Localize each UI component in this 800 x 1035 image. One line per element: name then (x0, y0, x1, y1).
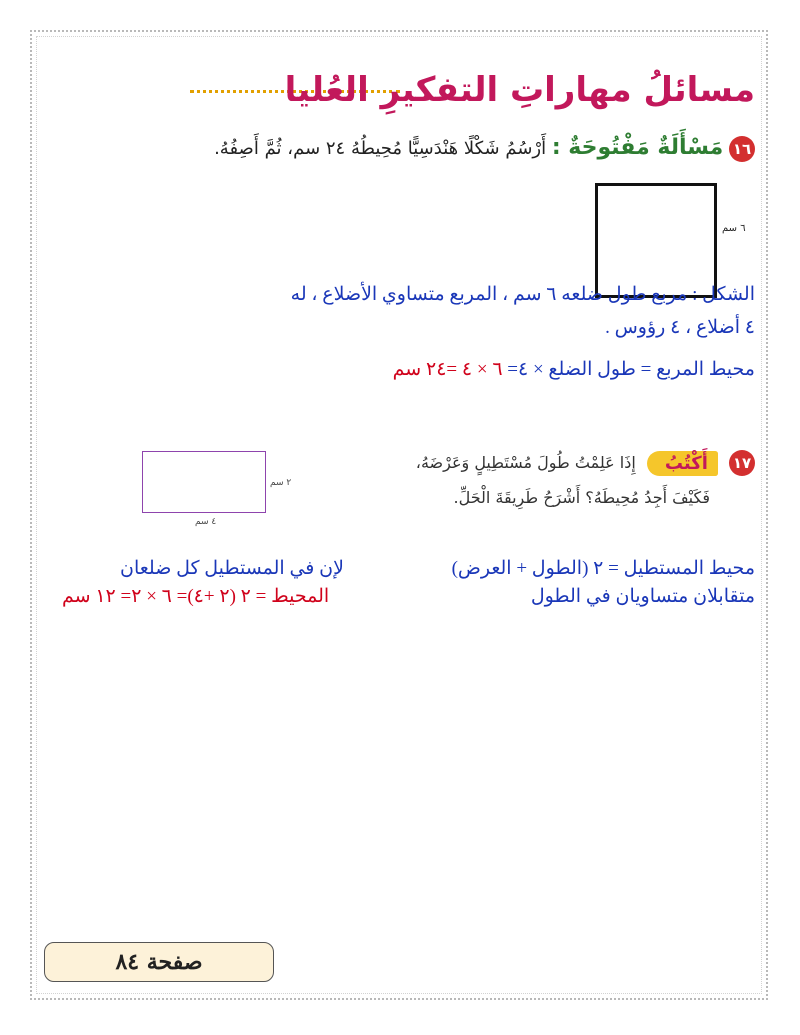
problem-number-badge: ١٦ (729, 136, 755, 162)
square-side-label: ٦ سم (722, 223, 746, 234)
shape-description-line2: ٤ أضلاع ، ٤ رؤوس . (605, 317, 755, 338)
write-badge: أَكْتُبُ (647, 451, 718, 476)
square-perimeter-answer (55, 358, 755, 381)
square-perimeter-calc: ٦ × ٤ =٢٤ سم (392, 359, 503, 380)
rectangle-bottom-label: ٤ سم (195, 517, 217, 527)
rectangle-reason-line2: متقابلان متساويان في الطول (530, 586, 755, 607)
rectangle-perimeter-calc: المحيط = ٢ (٢ +٤)= ٦ × ٢= ١٢ سم (62, 586, 330, 607)
shape-description-line1: الشكل : مربع طول ضلعه ٦ سم ، المربع متساوي الأضلاع ، له (290, 284, 755, 305)
problem-16-prompt: أَرْسُمُ شَكْلًا هَنْدَسِيًّا مُحِيطُهُ ٢٤ سم، ثُمَّ أَصِفُهُ. (214, 138, 547, 159)
section-title: مسائلُ مهاراتِ التفكيرِ العُليا (284, 70, 755, 110)
page-number-box: صفحة ٨٤ (44, 942, 274, 982)
square-perimeter-formula: محيط المربع = طول الضلع × ٤= (502, 359, 755, 380)
rectangle-side-label: ٢ سم (270, 478, 292, 488)
rectangle-reason-line1: لإن في المستطيل كل ضلعان (120, 558, 344, 579)
rectangle-perimeter-formula: محيط المستطيل = ٢ (الطول + العرض) (451, 558, 755, 579)
problem-16 (214, 135, 755, 162)
page-border-inner (36, 36, 762, 994)
problem-17-prompt-line2: فَكَيْفَ أَجِدُ مُحِيطَهُ؟ أَشْرَحُ طَرِيقَةَ الْحَلِّ. (453, 488, 710, 507)
problem-number-badge: ١٧ (729, 450, 755, 476)
square-drawing (595, 183, 717, 298)
open-problem-label: مَسْأَلَةٌ مَفْتُوحَةٌ : (551, 135, 724, 160)
problem-17 (335, 450, 755, 476)
problem-17-prompt-line1: إِذَا عَلِمْتُ طُولَ مُسْتَطِيلٍ وَعَرْضَهُ، (415, 453, 636, 472)
rectangle-drawing (142, 451, 266, 513)
